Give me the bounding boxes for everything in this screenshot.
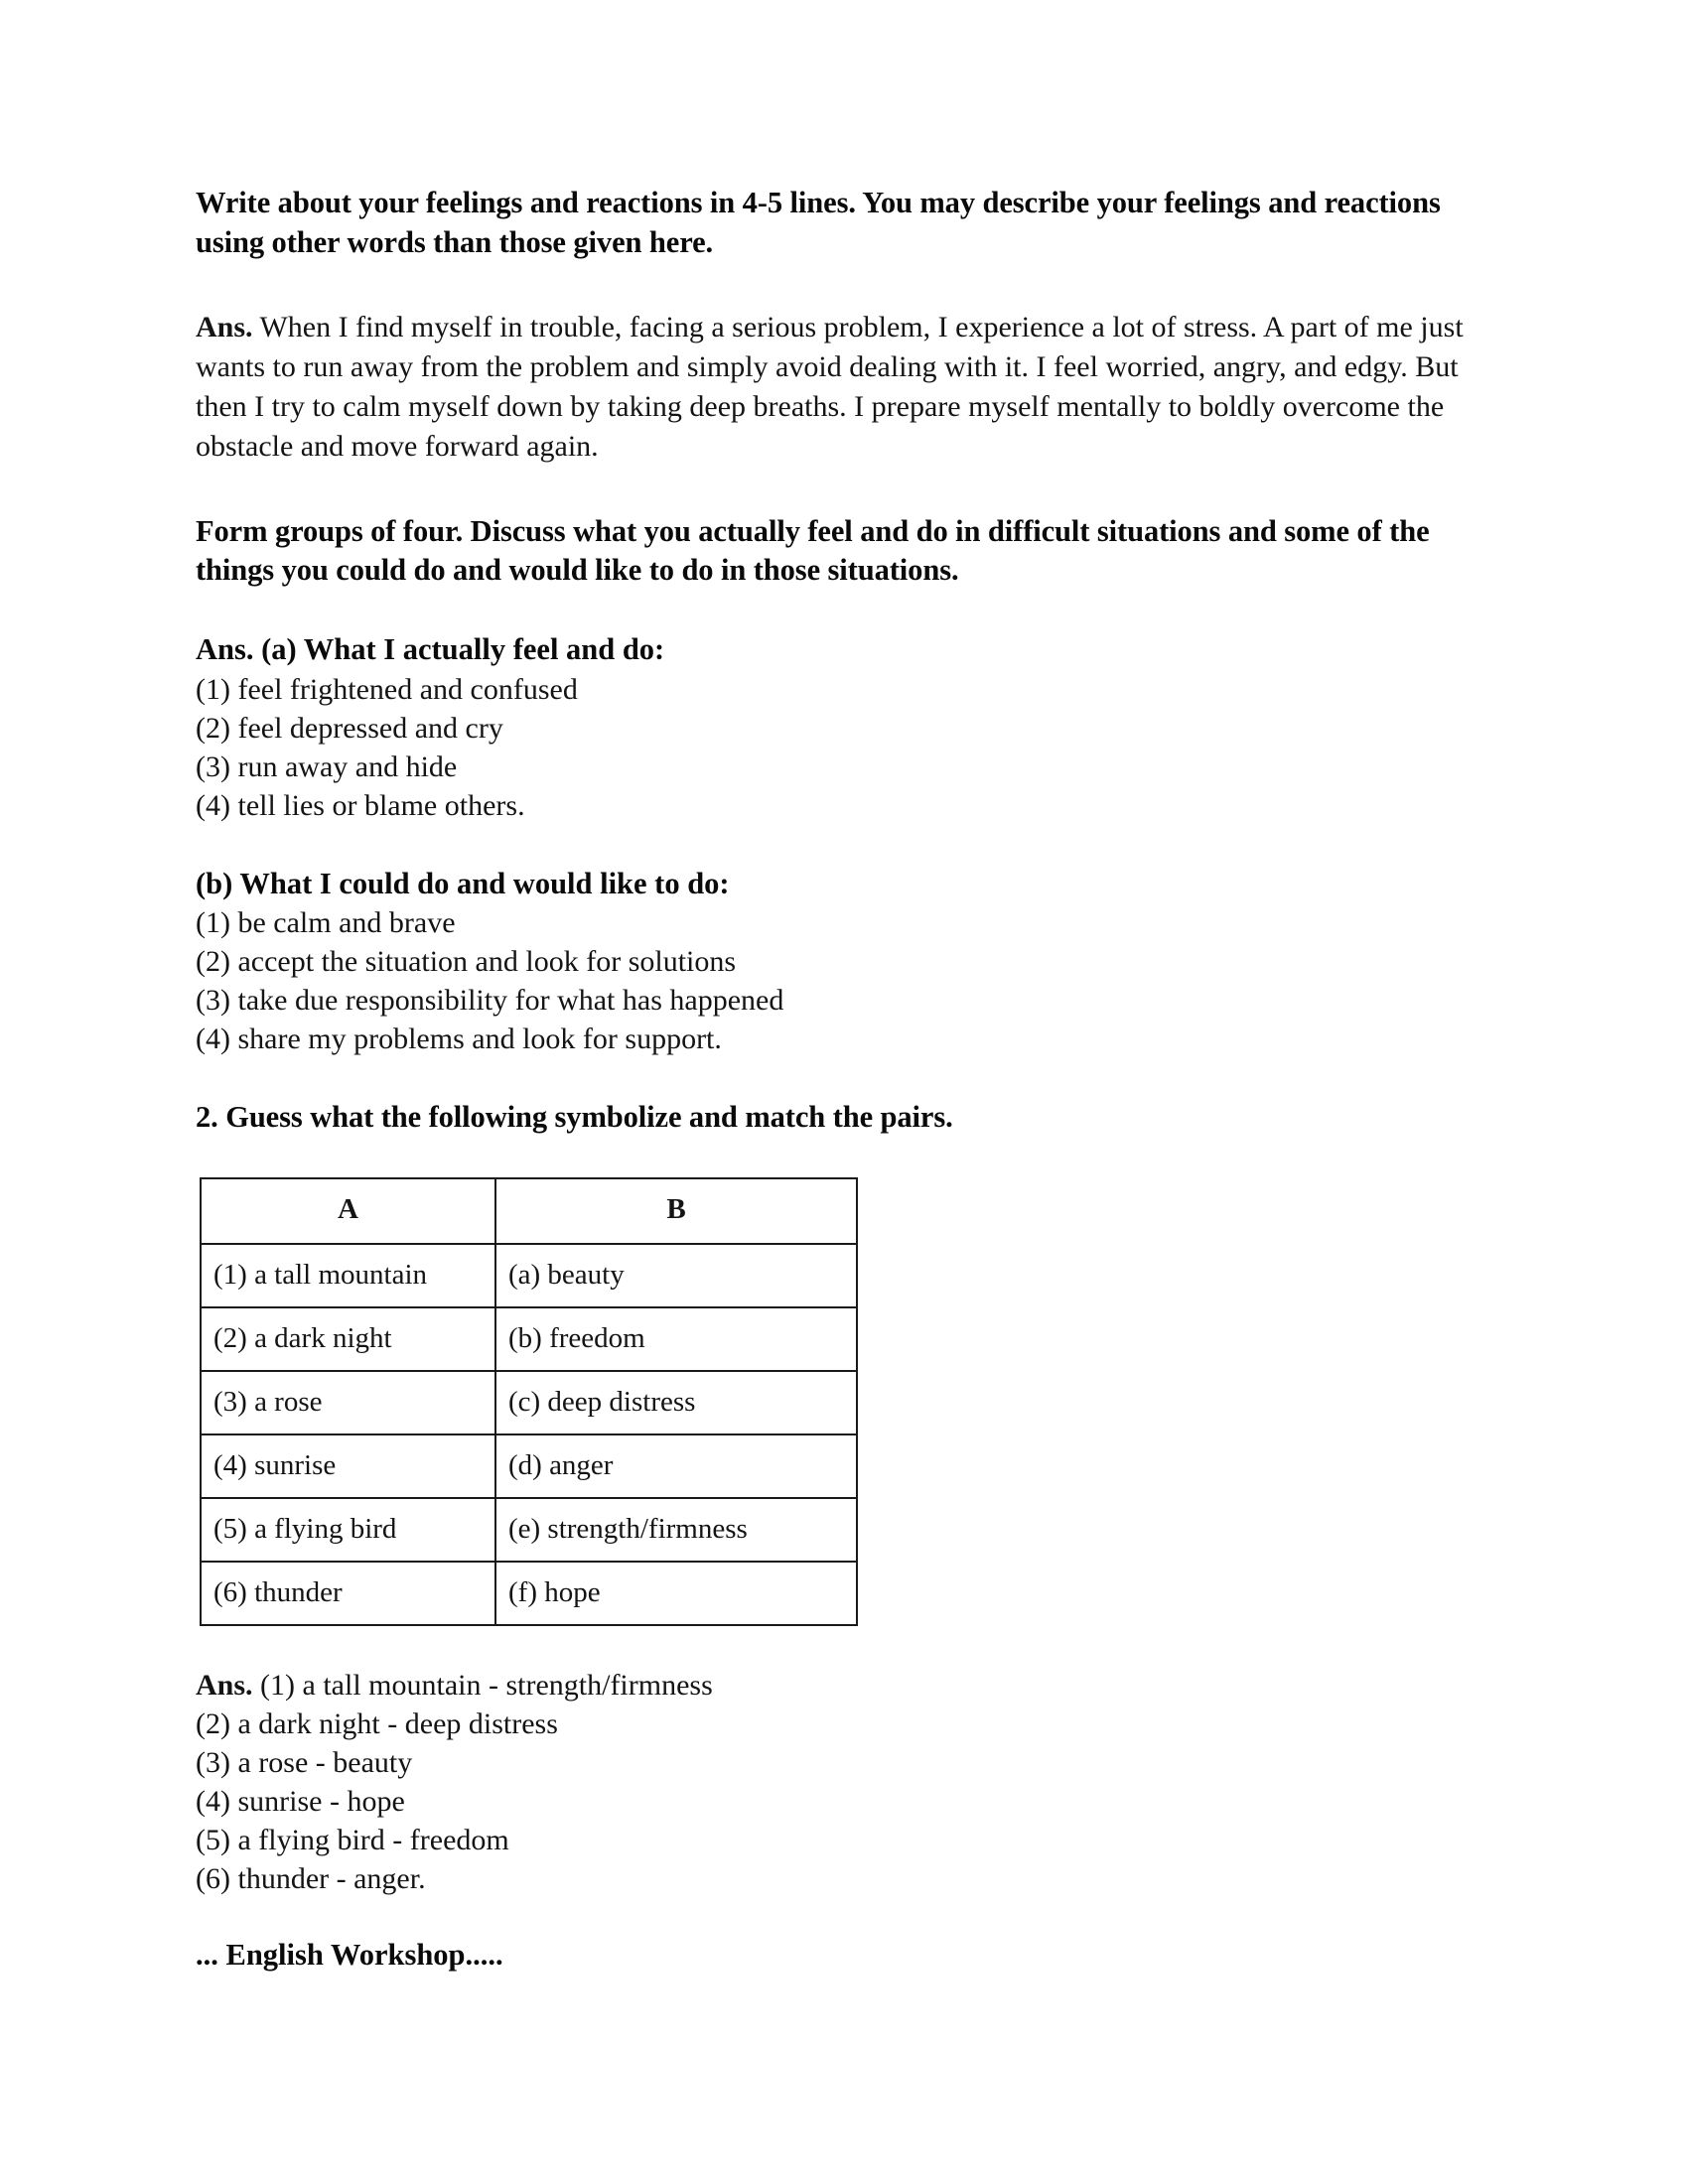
table-cell-b: (d) anger bbox=[495, 1434, 857, 1498]
spacer bbox=[196, 1898, 1477, 1938]
column-header-a: A bbox=[201, 1178, 495, 1244]
answer-3-first-line bbox=[196, 1666, 1477, 1705]
table-header-row bbox=[201, 1178, 857, 1244]
table-cell-a: (4) sunrise bbox=[201, 1434, 495, 1498]
list-item: (6) thunder - anger. bbox=[196, 1862, 426, 1896]
list-item: (2) a dark night - deep distress bbox=[196, 1707, 558, 1741]
table-cell-a: (2) a dark night bbox=[201, 1307, 495, 1371]
list-item: (1) feel frightened and confused bbox=[196, 672, 578, 706]
part-b-list bbox=[196, 903, 1477, 1058]
answer-3-label: Ans. bbox=[196, 1669, 253, 1703]
list-item: (4) share my problems and look for support. bbox=[196, 1023, 722, 1056]
answer-1-text: When I find myself in trouble, facing a serious problem, I experience a lot of stress. A part of me just wants to run away from the problem and simply avoid dealing with it. I feel worried, angry, and edgy. But then I try to calm myself down by taking deep breaths. I prepare myself mentally to boldly overcome the obstacle and move forward again. bbox=[196, 311, 1464, 463]
question-3-heading: 2. Guess what the following symbolize and match the pairs. bbox=[196, 1100, 953, 1135]
footer-note: ... English Workshop..... bbox=[196, 1938, 503, 1973]
matching-table-wrapper bbox=[200, 1177, 1477, 1626]
spacer bbox=[196, 591, 1477, 630]
spacer bbox=[196, 1138, 1477, 1177]
table-row bbox=[201, 1244, 857, 1307]
list-item: (5) a flying bird - freedom bbox=[196, 1824, 509, 1857]
document-content bbox=[196, 184, 1477, 1973]
list-item: (3) run away and hide bbox=[196, 750, 458, 783]
answer-3-list bbox=[196, 1666, 1477, 1898]
answer-1-paragraph bbox=[196, 308, 1477, 467]
list-item: (3) take due responsibility for what has happened bbox=[196, 984, 784, 1018]
spacer bbox=[196, 825, 1477, 865]
table-cell-a: (6) thunder bbox=[201, 1562, 495, 1625]
column-header-b: B bbox=[495, 1178, 857, 1244]
table-cell-a: (5) a flying bird bbox=[201, 1498, 495, 1562]
table-row bbox=[201, 1562, 857, 1625]
list-item: (2) accept the situation and look for solutions bbox=[196, 945, 737, 979]
table-cell-b: (f) hope bbox=[495, 1562, 857, 1625]
spacer bbox=[196, 1058, 1477, 1098]
table-cell-b: (a) beauty bbox=[495, 1244, 857, 1307]
list-item: (4) sunrise - hope bbox=[196, 1785, 405, 1819]
list-item: (4) tell lies or blame others. bbox=[196, 788, 525, 822]
table-cell-b: (c) deep distress bbox=[495, 1371, 857, 1434]
table-row bbox=[201, 1434, 857, 1498]
part-a-list bbox=[196, 670, 1477, 825]
matching-table bbox=[200, 1177, 858, 1626]
table-row bbox=[201, 1371, 857, 1434]
table-row bbox=[201, 1307, 857, 1371]
list-item: (2) feel depressed and cry bbox=[196, 711, 503, 745]
table-cell-b: (e) strength/firmness bbox=[495, 1498, 857, 1562]
table-row bbox=[201, 1498, 857, 1562]
spacer bbox=[196, 1626, 1477, 1666]
part-b-heading: (b) What I could do and would like to do: bbox=[196, 866, 730, 900]
answer-3-first-text: (1) a tall mountain - strength/firmness bbox=[252, 1669, 713, 1703]
list-item: (3) a rose - beauty bbox=[196, 1746, 413, 1780]
question-1-heading: Write about your feelings and reactions in 4-5 lines. You may describe your feelings and reactions using other words than those given here. bbox=[196, 186, 1441, 259]
question-2-heading: Form groups of four. Discuss what you actually feel and do in difficult situations and some of the things you could do and would like to do in those situations. bbox=[196, 513, 1430, 588]
part-a-heading: Ans. (a) What I actually feel and do: bbox=[196, 632, 665, 667]
table-cell-b: (b) freedom bbox=[495, 1307, 857, 1371]
table-cell-a: (1) a tall mountain bbox=[201, 1244, 495, 1307]
answer-1-label: Ans. bbox=[196, 311, 253, 344]
spacer bbox=[196, 262, 1477, 308]
spacer bbox=[196, 467, 1477, 512]
list-item: (1) be calm and brave bbox=[196, 906, 456, 940]
table-cell-a: (3) a rose bbox=[201, 1371, 495, 1434]
